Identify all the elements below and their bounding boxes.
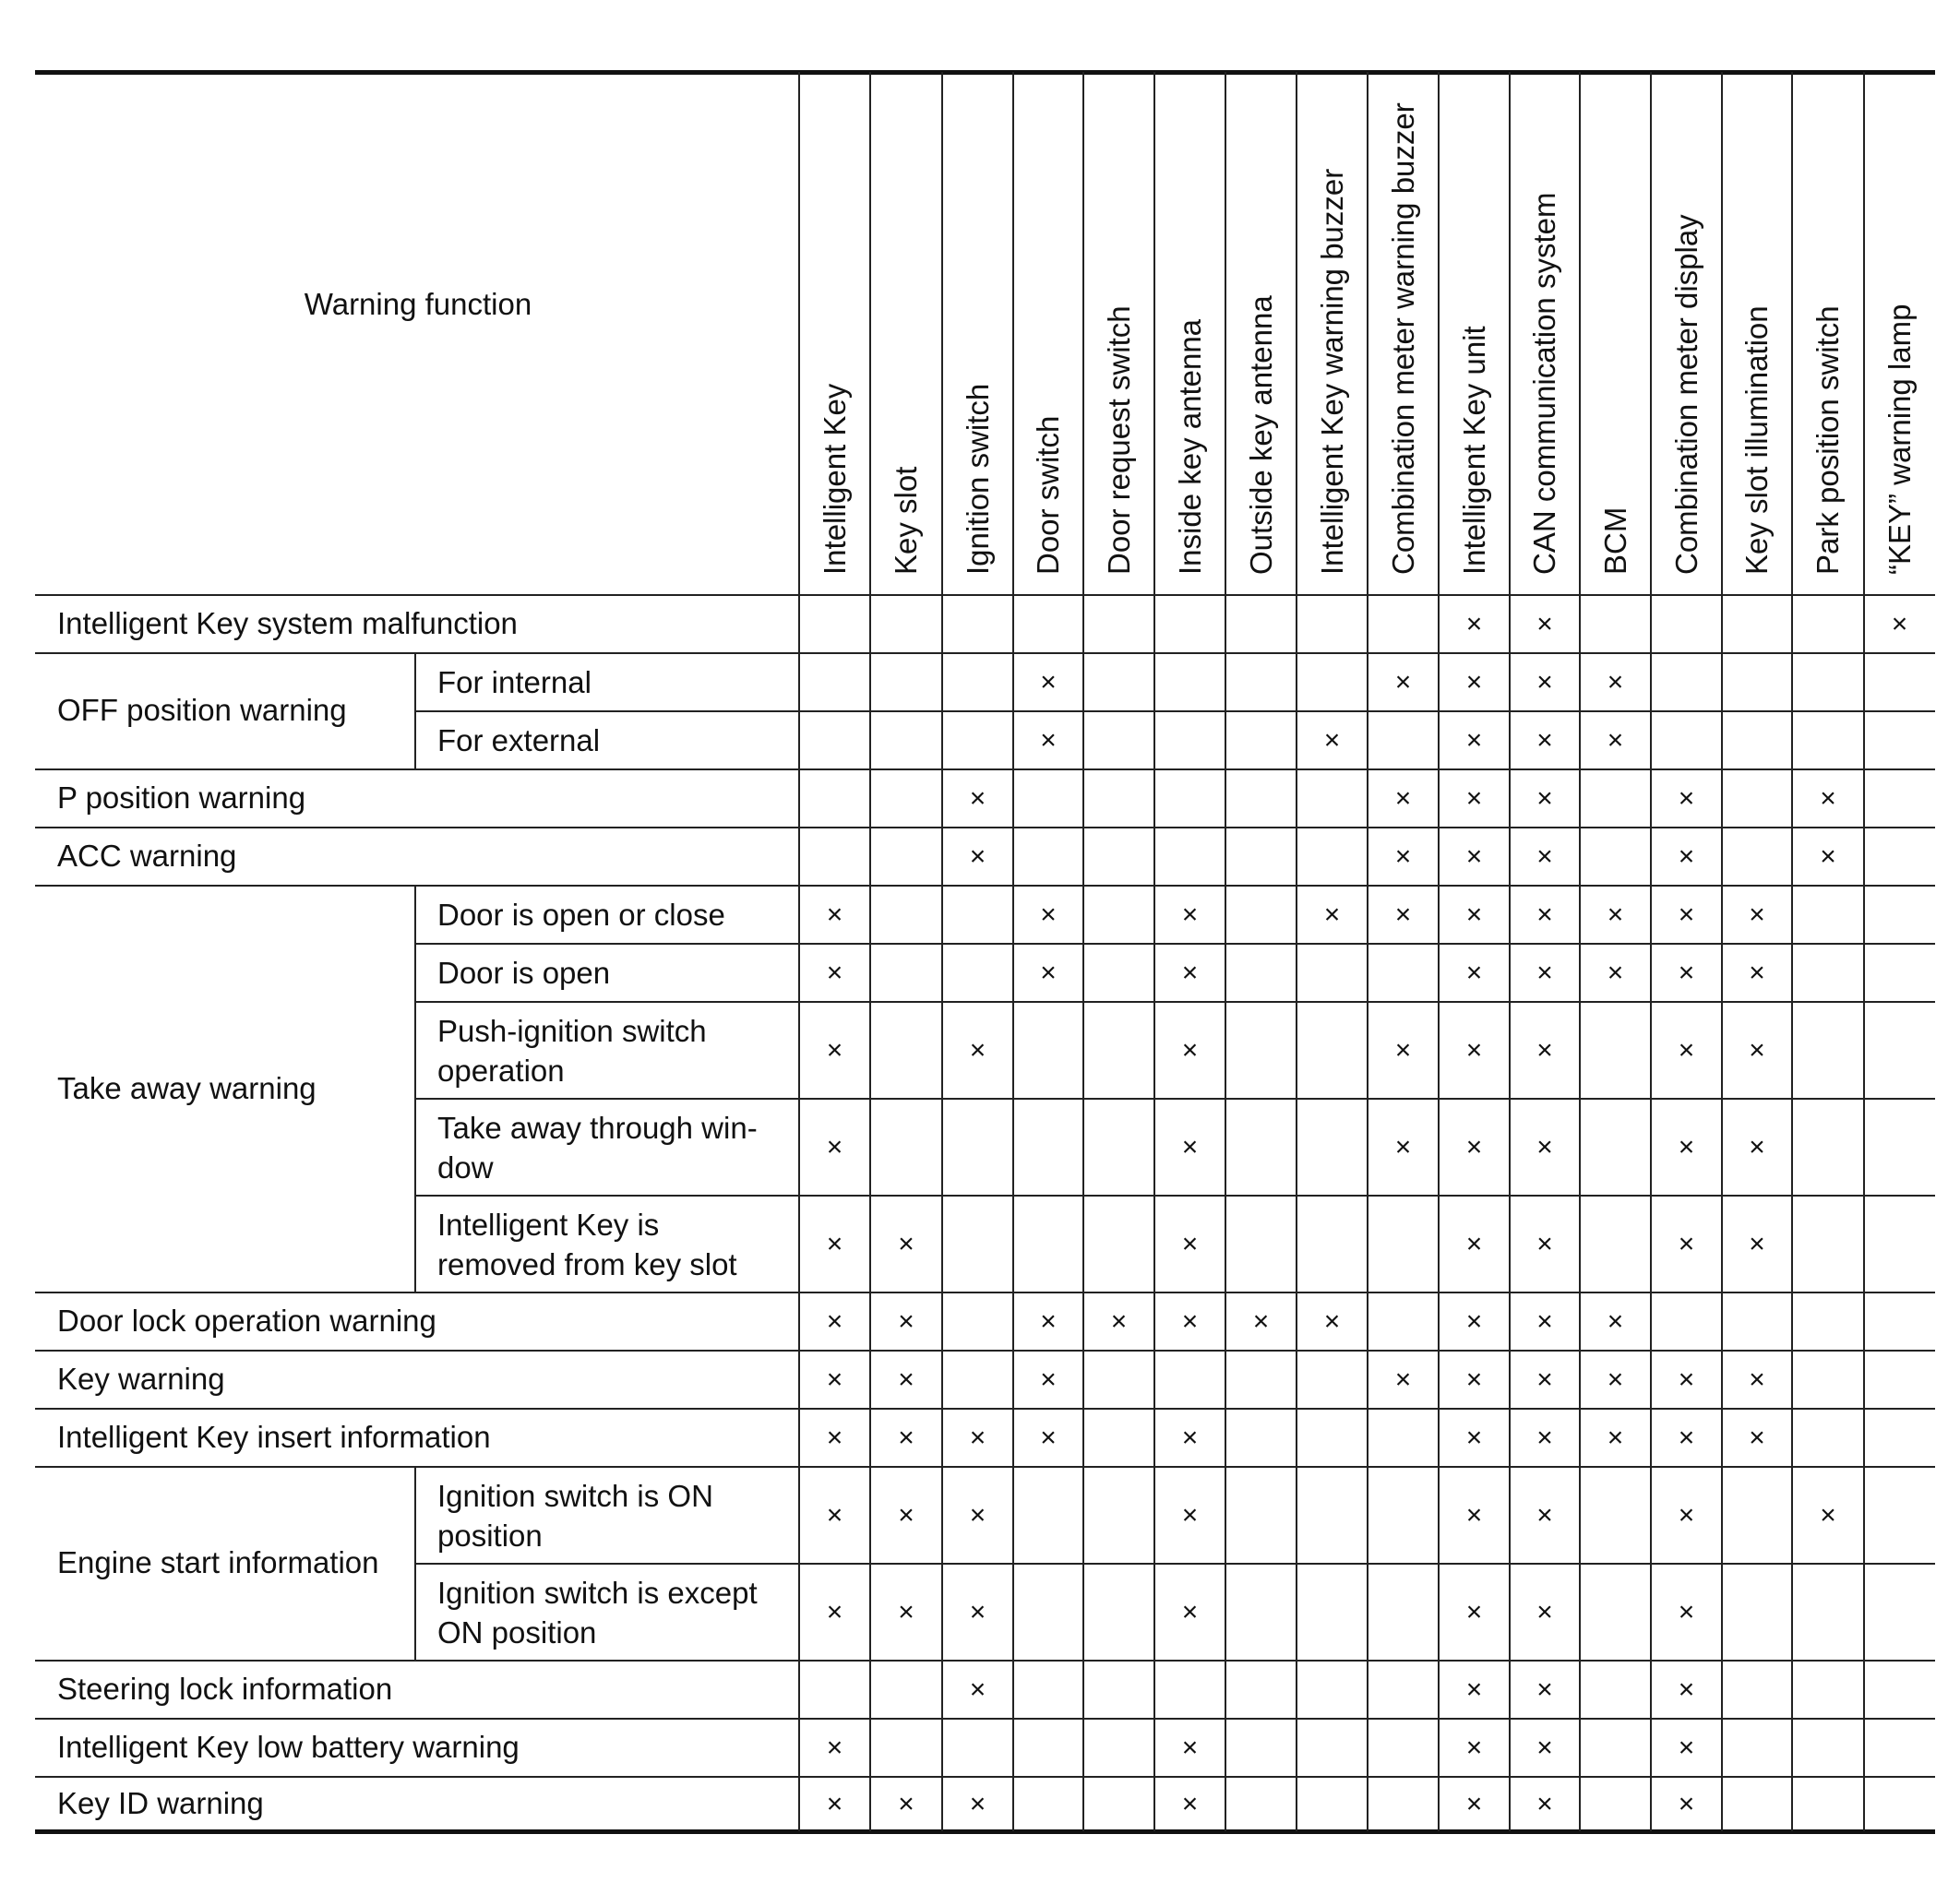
- cross-mark: ×: [1465, 1131, 1483, 1162]
- row-sub-label: Ignition switch is ON position: [437, 1478, 713, 1553]
- cross-mark: ×: [1678, 1364, 1695, 1395]
- cross-mark: ×: [826, 899, 843, 930]
- cross-mark: ×: [1181, 1034, 1199, 1066]
- row-label: Intelligent Key insert information: [57, 1419, 491, 1454]
- row-label: Door lock operation warning: [57, 1303, 436, 1338]
- cross-mark: ×: [1465, 1674, 1483, 1705]
- row-divider: [415, 1098, 1935, 1100]
- row-sub-label: For internal: [437, 665, 592, 699]
- column-divider: [1296, 72, 1297, 1831]
- cross-mark: ×: [826, 1422, 843, 1453]
- column-header-label: Outside key antenna: [1243, 295, 1278, 575]
- cross-mark: ×: [1465, 1364, 1483, 1395]
- cross-mark: ×: [1040, 957, 1057, 988]
- cross-mark: ×: [1749, 957, 1765, 988]
- cross-mark: ×: [969, 1788, 986, 1819]
- sub-column-divider: [414, 886, 416, 1292]
- cross-mark: ×: [1465, 666, 1483, 697]
- cross-mark: ×: [1678, 840, 1695, 872]
- row-divider: [415, 1001, 1935, 1003]
- cross-mark: ×: [1465, 957, 1483, 988]
- cross-mark: ×: [1536, 1674, 1553, 1705]
- column-header-label: Key slot: [889, 466, 923, 575]
- cross-mark: ×: [1040, 1305, 1057, 1337]
- cross-mark: ×: [1181, 1305, 1199, 1337]
- cross-mark: ×: [1536, 957, 1553, 988]
- cross-mark: ×: [1536, 1131, 1553, 1162]
- cross-mark: ×: [1394, 666, 1412, 697]
- cross-mark: ×: [1607, 957, 1624, 988]
- column-header-label: Key slot illumination: [1739, 305, 1774, 575]
- cross-mark: ×: [1181, 1228, 1199, 1259]
- row-sub-label: For external: [437, 723, 601, 757]
- column-divider: [1082, 72, 1084, 1831]
- cross-mark: ×: [1749, 1228, 1765, 1259]
- cross-mark: ×: [1465, 1228, 1483, 1259]
- cross-mark: ×: [1394, 782, 1412, 814]
- cross-mark: ×: [1607, 666, 1624, 697]
- row-sub-label: Intelligent Key is removed from key slot: [437, 1207, 737, 1281]
- column-header-label: Door request switch: [1101, 305, 1136, 575]
- column-header-label: “KEY” warning lamp: [1882, 304, 1917, 575]
- cross-mark: ×: [1465, 1732, 1483, 1763]
- column-header-label: Park position switch: [1811, 305, 1845, 575]
- cross-mark: ×: [1465, 1596, 1483, 1627]
- cross-mark: ×: [1820, 1499, 1836, 1531]
- cross-mark: ×: [1678, 1596, 1695, 1627]
- column-header-label: Combination meter display: [1668, 214, 1703, 575]
- cross-mark: ×: [1323, 724, 1341, 756]
- cross-mark: ×: [1536, 724, 1553, 756]
- cross-mark: ×: [1181, 1131, 1199, 1162]
- column-divider: [1579, 72, 1581, 1831]
- cross-mark: ×: [1040, 899, 1057, 930]
- cross-mark: ×: [898, 1305, 914, 1337]
- cross-mark: ×: [898, 1596, 914, 1627]
- cross-mark: ×: [1110, 1305, 1128, 1337]
- cross-mark: ×: [1607, 1422, 1624, 1453]
- cross-mark: ×: [826, 1364, 843, 1395]
- cross-mark: ×: [1678, 1732, 1695, 1763]
- cross-mark: ×: [898, 1499, 914, 1531]
- cross-mark: ×: [969, 1674, 986, 1705]
- cross-mark: ×: [1536, 1788, 1553, 1819]
- cross-mark: ×: [1181, 899, 1199, 930]
- cross-mark: ×: [1465, 840, 1483, 872]
- cross-mark: ×: [1536, 1499, 1553, 1531]
- column-divider: [1863, 72, 1865, 1831]
- column-divider: [1509, 72, 1511, 1831]
- column-divider: [869, 72, 871, 1831]
- cross-mark: ×: [1465, 724, 1483, 756]
- row-label: ACC warning: [57, 838, 237, 873]
- cross-mark: ×: [826, 1732, 843, 1763]
- cross-mark: ×: [826, 1499, 843, 1531]
- cross-mark: ×: [826, 1228, 843, 1259]
- cross-mark: ×: [1678, 1422, 1695, 1453]
- column-divider: [1012, 72, 1014, 1831]
- row-label: Intelligent Key system malfunction: [57, 605, 518, 640]
- column-divider: [1153, 72, 1155, 1831]
- row-divider: [415, 1195, 1935, 1197]
- cross-mark: ×: [1678, 899, 1695, 930]
- cross-mark: ×: [1678, 1788, 1695, 1819]
- column-header-label: Intelligent Key: [817, 383, 852, 575]
- row-label: Key warning: [57, 1361, 225, 1396]
- column-divider: [798, 72, 800, 1831]
- cross-mark: ×: [1820, 782, 1836, 814]
- cross-mark: ×: [898, 1422, 914, 1453]
- cross-mark: ×: [1536, 1596, 1553, 1627]
- cross-mark: ×: [1678, 1228, 1695, 1259]
- cross-mark: ×: [1181, 1422, 1199, 1453]
- column-header-label: Combination meter warning buzzer: [1385, 102, 1420, 575]
- cross-mark: ×: [1891, 608, 1908, 639]
- cross-mark: ×: [1465, 782, 1483, 814]
- cross-mark: ×: [1536, 782, 1553, 814]
- column-header-label: Intelligent Key warning buzzer: [1314, 168, 1349, 575]
- row-label: Engine start information: [57, 1545, 379, 1579]
- column-header-label: Inside key antenna: [1172, 318, 1207, 575]
- cross-mark: ×: [898, 1364, 914, 1395]
- cross-mark: ×: [1678, 1131, 1695, 1162]
- row-sub-label: Door is open: [437, 956, 611, 990]
- row-divider: [415, 943, 1935, 945]
- cross-mark: ×: [1820, 840, 1836, 872]
- cross-mark: ×: [1040, 724, 1057, 756]
- cross-mark: ×: [1536, 1422, 1553, 1453]
- cross-mark: ×: [1465, 1305, 1483, 1337]
- cross-mark: ×: [969, 1034, 986, 1066]
- cross-mark: ×: [1465, 1499, 1483, 1531]
- cross-mark: ×: [826, 1788, 843, 1819]
- cross-mark: ×: [1749, 1131, 1765, 1162]
- row-label: P position warning: [57, 780, 306, 815]
- column-divider: [1438, 72, 1440, 1831]
- cross-mark: ×: [826, 1596, 843, 1627]
- column-header-label: Door switch: [1031, 415, 1065, 575]
- cross-mark: ×: [898, 1228, 914, 1259]
- row-sub-label: Take away through win- dow: [437, 1110, 758, 1185]
- cross-mark: ×: [1536, 1364, 1553, 1395]
- cross-mark: ×: [1607, 1364, 1624, 1395]
- row-sub-label: Push-ignition switch operation: [437, 1013, 707, 1088]
- header-title: Warning function: [304, 287, 532, 321]
- cross-mark: ×: [1181, 1732, 1199, 1763]
- cross-mark: ×: [1607, 724, 1624, 756]
- cross-mark: ×: [1749, 899, 1765, 930]
- cross-mark: ×: [969, 840, 986, 872]
- cross-mark: ×: [1536, 840, 1553, 872]
- cross-mark: ×: [826, 1131, 843, 1162]
- cross-mark: ×: [1323, 899, 1341, 930]
- column-divider: [1225, 72, 1226, 1831]
- cross-mark: ×: [969, 1422, 986, 1453]
- cross-mark: ×: [1040, 1422, 1057, 1453]
- cross-mark: ×: [1181, 1788, 1199, 1819]
- cross-mark: ×: [969, 782, 986, 814]
- cross-mark: ×: [1465, 1788, 1483, 1819]
- cross-mark: ×: [1465, 1034, 1483, 1066]
- cross-mark: ×: [1749, 1364, 1765, 1395]
- cross-mark: ×: [1536, 666, 1553, 697]
- column-header-label: Ignition switch: [960, 383, 995, 575]
- cross-mark: ×: [1749, 1034, 1765, 1066]
- row-divider: [415, 1563, 1935, 1565]
- row-label: OFF position warning: [57, 693, 347, 727]
- cross-mark: ×: [1678, 1034, 1695, 1066]
- column-divider: [1367, 72, 1368, 1831]
- cross-mark: ×: [969, 1499, 986, 1531]
- column-divider: [941, 72, 943, 1831]
- row-label: Steering lock information: [57, 1671, 393, 1706]
- column-divider: [1650, 72, 1652, 1831]
- cross-mark: ×: [1181, 1499, 1199, 1531]
- cross-mark: ×: [1536, 1305, 1553, 1337]
- row-sub-label: Door is open or close: [437, 898, 725, 932]
- cross-mark: ×: [1749, 1422, 1765, 1453]
- row-label: Intelligent Key low battery warning: [57, 1729, 520, 1764]
- row-sub-label: Ignition switch is except ON position: [437, 1575, 758, 1650]
- cross-mark: ×: [826, 957, 843, 988]
- cross-mark: ×: [1394, 899, 1412, 930]
- sub-column-divider: [414, 1467, 416, 1661]
- cross-mark: ×: [1394, 840, 1412, 872]
- cross-mark: ×: [1252, 1305, 1270, 1337]
- cross-mark: ×: [826, 1034, 843, 1066]
- cross-mark: ×: [1465, 608, 1483, 639]
- cross-mark: ×: [1181, 957, 1199, 988]
- sub-column-divider: [414, 653, 416, 769]
- cross-mark: ×: [1536, 1034, 1553, 1066]
- column-divider: [1721, 72, 1723, 1831]
- cross-mark: ×: [1607, 899, 1624, 930]
- cross-mark: ×: [898, 1788, 914, 1819]
- cross-mark: ×: [1394, 1034, 1412, 1066]
- cross-mark: ×: [1465, 1422, 1483, 1453]
- cross-mark: ×: [1536, 608, 1553, 639]
- column-header-label: CAN communication system: [1527, 192, 1561, 575]
- cross-mark: ×: [1678, 1674, 1695, 1705]
- cross-mark: ×: [1323, 1305, 1341, 1337]
- cross-mark: ×: [1394, 1131, 1412, 1162]
- row-divider: [415, 710, 1935, 712]
- cross-mark: ×: [969, 1596, 986, 1627]
- cross-mark: ×: [1678, 957, 1695, 988]
- cross-mark: ×: [1465, 899, 1483, 930]
- row-label: Take away warning: [57, 1070, 317, 1105]
- cross-mark: ×: [1678, 1499, 1695, 1531]
- cross-mark: ×: [826, 1305, 843, 1337]
- cross-mark: ×: [1181, 1596, 1199, 1627]
- cross-mark: ×: [1040, 1364, 1057, 1395]
- cross-mark: ×: [1536, 899, 1553, 930]
- cross-mark: ×: [1678, 782, 1695, 814]
- cross-mark: ×: [1607, 1305, 1624, 1337]
- column-header-label: Intelligent Key unit: [1456, 326, 1491, 575]
- row-label: Key ID warning: [57, 1785, 264, 1820]
- column-header-label: BCM: [1597, 506, 1632, 575]
- cross-mark: ×: [1536, 1732, 1553, 1763]
- cross-mark: ×: [1040, 666, 1057, 697]
- cross-mark: ×: [1394, 1364, 1412, 1395]
- cross-mark: ×: [1536, 1228, 1553, 1259]
- column-divider: [1791, 72, 1793, 1831]
